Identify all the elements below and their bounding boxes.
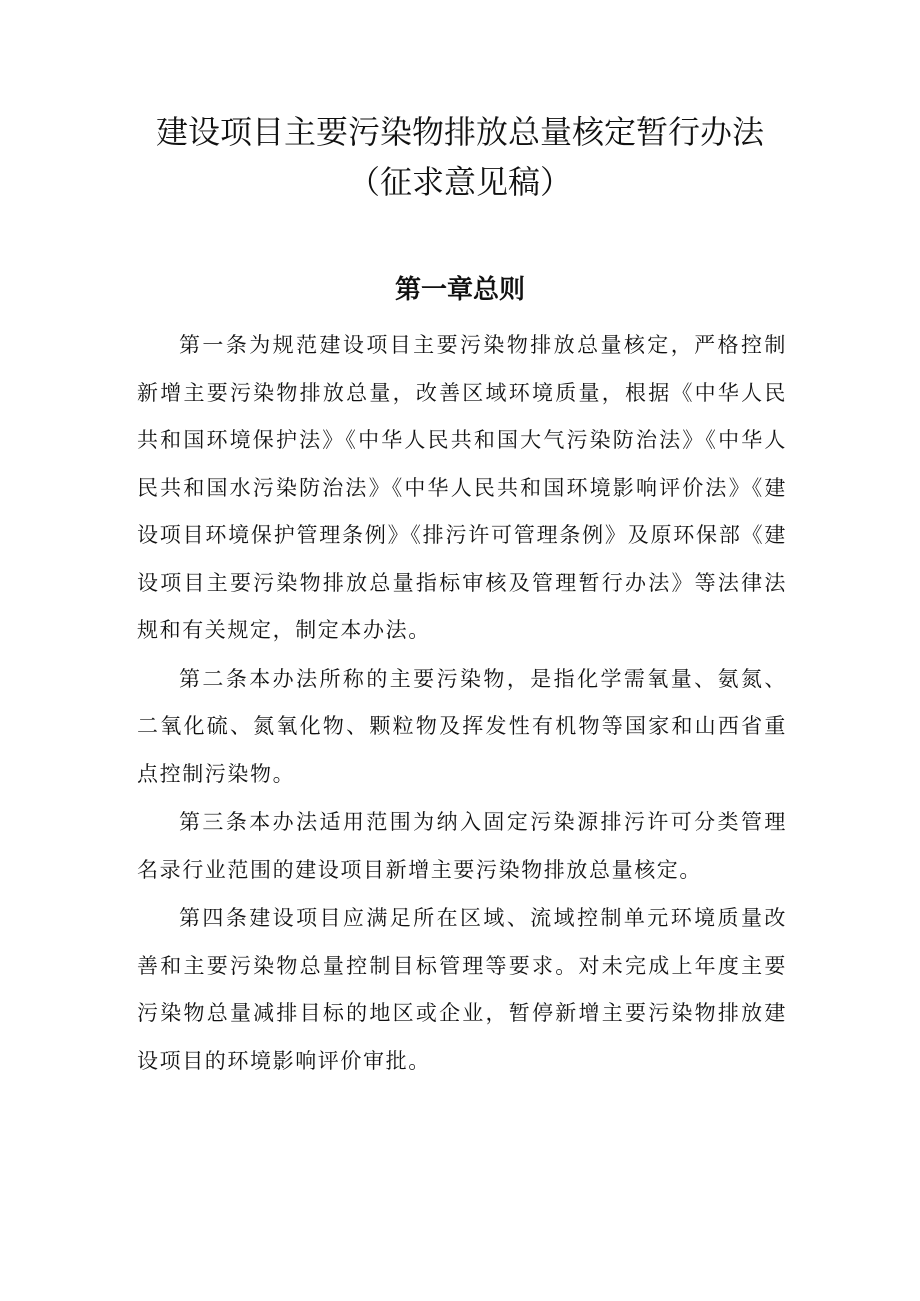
article-4: 第四条建设项目应满足所在区域、流域控制单元环境质量改善和主要污染物总量控制目标管理等要求。对未完成上年度主要污染物总量减排目标的地区或企业，暂停新增主要污染物排放建设项目的环境影响评价审批。 <box>137 906 787 1073</box>
document-title: 建设项目主要污染物排放总量核定暂行办法 <box>155 113 764 151</box>
article-3: 第三条本办法适用范围为纳入固定污染源排污许可分类管理名录行业范围的建设项目新增主要污染物排放总量核定。 <box>137 810 787 882</box>
document-subtitle: （征求意见稿） <box>347 163 572 201</box>
document-body <box>137 322 787 1085</box>
article-1: 第一条为规范建设项目主要污染物排放总量核定，严格控制新增主要污染物排放总量，改善区域环境质量，根据《中华人民共和国环境保护法》《中华人民共和国大气污染防治法》《中华人民共和国水污染防治法》《中华人民共和国环境影响评价法》《建设项目环境保护管理条例》《排污许可管理条例》及原环保部《建设项目主要污染物排放总量指标审核及管理暂行办法》等法律法规和有关规定，制定本办法。 <box>137 333 787 642</box>
article-2: 第二条本办法所称的主要污染物，是指化学需氧量、氨氮、二氧化硫、氮氧化物、颗粒物及挥发性有机物等国家和山西省重点控制污染物。 <box>137 666 787 786</box>
chapter-heading: 第一章总则 <box>394 275 525 305</box>
